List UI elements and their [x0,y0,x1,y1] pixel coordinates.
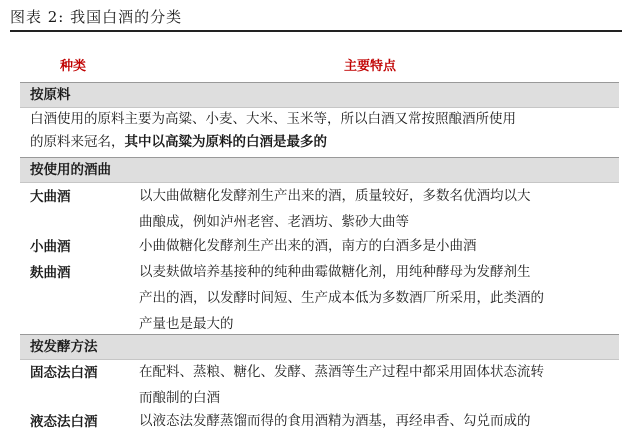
text-line: 小曲做糖化发酵剂生产出来的酒，南方的白酒多是小曲酒 [139,238,477,254]
text-line: 产出的酒，以发酵时间短、生产成本低为多数酒厂所采用，此类酒的 [139,290,544,306]
row-text-liquid [139,408,615,434]
row-text-daqu [139,183,615,235]
row-text-xiaoqu [139,233,615,259]
section-header-material [20,82,619,108]
column-header-feature: 主要特点 [344,59,397,74]
text-line: 的原料来冠名，其中以高粱为原料的白酒是最多的 [30,134,327,150]
emphasis-text: 其中以高粱为原料的白酒是最多的 [124,134,327,150]
text-line: 在配料、蒸粮、糖化、发酵、蒸酒等生产过程中都采用固体状态流转 [139,364,544,380]
section-title: 按发酵方法 [30,339,98,355]
title-rule [10,30,622,32]
text-line: 而酿制的白酒 [139,390,220,406]
section-title: 按原料 [30,87,71,103]
row-text-fuqu [139,259,615,337]
section-header-koji [20,157,619,183]
text-line: 以麦麸做培养基接种的纯种曲霉做糖化剂，用纯种酵母为发酵剂生 [139,264,531,280]
row-label-liquid: 液态法白酒 [30,414,98,430]
row-text-solid [139,359,615,411]
row-label-daqu: 大曲酒 [30,189,71,205]
column-header-kind: 种类 [60,59,87,74]
text-line: 曲酿成，例如泸州老窖、老酒坊、紫砂大曲等 [139,214,409,230]
text-line: 白酒使用的原料主要为高粱、小麦、大米、玉米等，所以白酒又常按照酿酒所使用 [30,111,516,127]
section-material-text [30,108,614,154]
text-line: 产量也是最大的 [139,316,234,332]
row-label-fuqu: 麸曲酒 [30,265,71,281]
section-title: 按使用的酒曲 [30,162,111,178]
figure-title: 图表 2: 我国白酒的分类 [10,8,183,26]
row-label-xiaoqu: 小曲酒 [30,239,71,255]
section-header-fermentation [20,334,619,360]
text-line: 以液态法发酵蒸馏而得的食用酒精为酒基，再经串香、勾兑而成的 [139,413,531,429]
row-label-solid: 固态法白酒 [30,365,98,381]
text-line: 以大曲做糖化发酵剂生产出来的酒，质量较好，多数名优酒均以大 [139,188,531,204]
